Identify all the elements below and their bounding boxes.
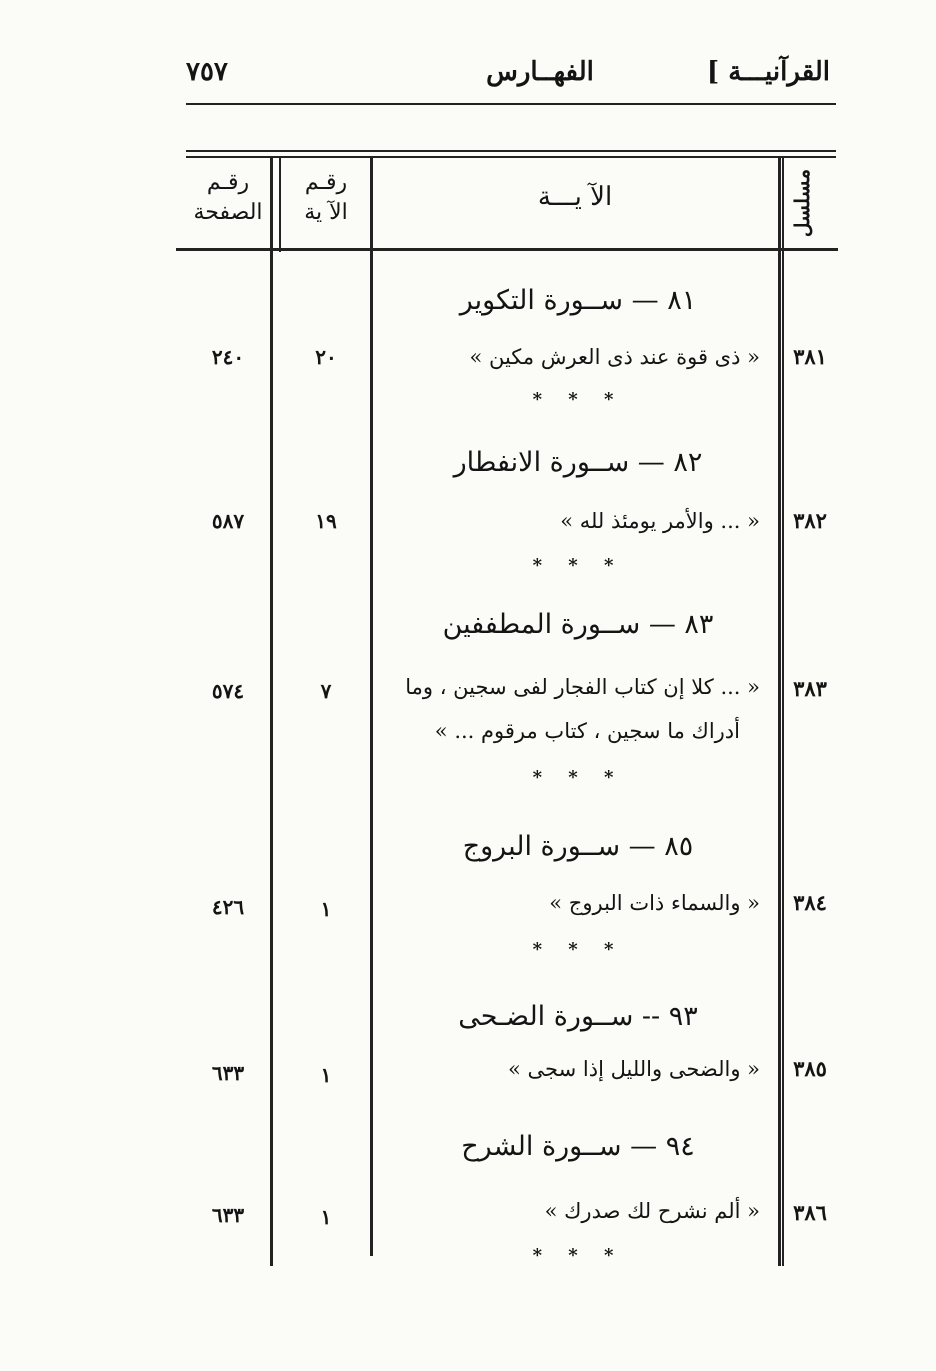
separator-stars: * * * (532, 389, 624, 410)
header-rule (186, 103, 836, 105)
column-divider-page-inner (279, 156, 281, 252)
column-divider-page (270, 156, 273, 1266)
table-top-rule-inner (186, 156, 836, 158)
page-ref: ٥٨٧ (211, 509, 245, 533)
surah-heading: ٩٣ -- ســورة الضـحى (458, 1001, 698, 1032)
verse-text-line-2: أدراك ما سجين ، كتاب مرقوم ... » (434, 719, 740, 743)
verse-text-line-1: « ... كلا إن كتاب الفجار لفى سجين ، وما (405, 675, 760, 699)
separator-stars: * * * (532, 1245, 624, 1266)
header-verse: الآ يـــة (537, 182, 613, 212)
header-serial (786, 168, 836, 238)
verse-number: ١٩ (315, 509, 337, 533)
page-ref: ٢٤٠ (211, 345, 245, 369)
header-verse-number: رقـم الآ ية (304, 170, 348, 225)
surah-heading: ٨٢ — ســورة الانفطار (453, 447, 703, 478)
verse-text: « ألم نشرح لك صدرك » (544, 1199, 760, 1223)
serial-number: ٣٨٥ (793, 1056, 827, 1081)
table-top-rule (186, 150, 836, 152)
header-serial-label: مسلسل (789, 168, 814, 238)
serial-number: ٣٨٣ (793, 676, 827, 701)
separator-stars: * * * (532, 767, 624, 788)
verse-text: « ... والأمر يومئذ لله » (560, 509, 760, 533)
surah-heading: ٩٤ — ســورة الشرح (461, 1131, 695, 1162)
page-number: ٧٥٧ (186, 57, 228, 87)
page-ref: ٦٣٣ (211, 1203, 245, 1227)
column-divider-serial-inner (782, 156, 784, 1266)
separator-stars: * * * (532, 939, 624, 960)
surah-heading: ٨٣ — ســورة المطففين (442, 609, 714, 640)
verse-text: « والضحى والليل إذا سجى » (508, 1057, 760, 1081)
verse-text: « والسماء ذات البروج » (549, 891, 760, 915)
running-title: الفهــارس (486, 57, 594, 87)
page-ref: ٦٣٣ (211, 1061, 245, 1085)
serial-number: ٣٨٢ (793, 508, 827, 533)
section-title: القرآنيـــة ] (706, 57, 830, 87)
surah-heading: ٨٥ — ســورة البروج (462, 831, 694, 862)
table-header-rule (176, 248, 838, 251)
page-ref: ٥٧٤ (211, 679, 245, 703)
column-divider-serial (778, 156, 781, 1266)
column-divider-verse-no (370, 156, 373, 1256)
serial-number: ٣٨١ (793, 344, 827, 369)
separator-stars: * * * (532, 555, 624, 576)
verse-number: ٧ (320, 679, 332, 703)
serial-number: ٣٨٤ (793, 890, 827, 915)
header-page-number: رقـم الصفحة (193, 170, 263, 225)
verse-number: ١ (320, 1205, 332, 1229)
serial-number: ٣٨٦ (793, 1200, 827, 1225)
verse-number: ١ (320, 1063, 332, 1087)
surah-heading: ٨١ — ســورة التكوير (459, 285, 697, 316)
page-ref: ٤٢٦ (211, 895, 245, 919)
verse-number: ١ (320, 897, 332, 921)
verse-text: « ذى قوة عند ذى العرش مكين » (469, 345, 760, 369)
verse-number: ٢٠ (315, 345, 337, 369)
